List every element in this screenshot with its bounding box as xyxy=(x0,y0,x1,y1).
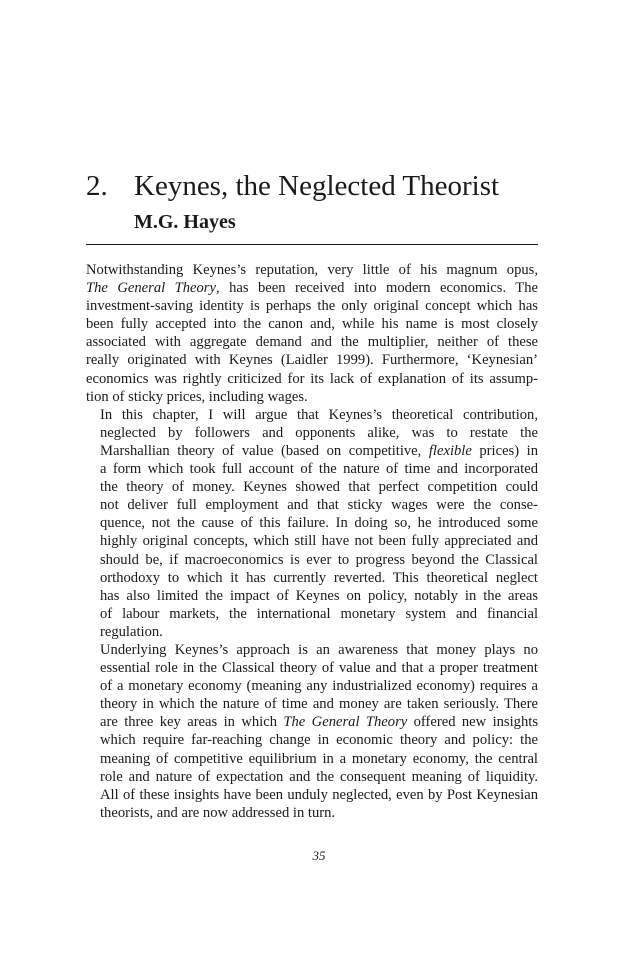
text-line: highly original concepts, which still have not been fully appreciated and xyxy=(100,533,538,550)
text-line: In this chapter, I will argue that Keynes’s theoretical contribution, xyxy=(100,406,538,423)
text-line: a form which took full account of the nature of time and incorporated xyxy=(100,461,538,478)
text-line: really originated with Keynes (Laidler 1999). Furthermore, ‘Keynesian’ xyxy=(86,352,538,369)
chapter-number: 2. xyxy=(86,170,108,202)
page-number: 35 xyxy=(312,848,326,863)
text-line: The General Theory, has been received into modern economics. The xyxy=(86,280,538,297)
text-line: regulation. xyxy=(100,623,163,640)
text-line: tion of sticky prices, including wages. xyxy=(86,388,308,405)
text-line: orthodoxy to which it has currently reverted. This theoretical neglect xyxy=(100,569,538,586)
text-line: investment-saving identity is perhaps the only original concept which has xyxy=(86,298,538,315)
text-line: theory in which the nature of time and money are taken seriously. There xyxy=(100,696,538,713)
italic-text: flexible xyxy=(428,442,472,459)
paragraph-1 xyxy=(86,261,538,406)
paragraph-2 xyxy=(86,406,538,641)
text-line: of labour markets, the international monetary system and financial xyxy=(100,605,538,622)
chapter-author: M.G. Hayes xyxy=(134,211,236,233)
text-line: theorists, and are now addressed in turn. xyxy=(100,804,336,821)
text-line: quence, not the cause of this failure. In doing so, he introduced some xyxy=(100,515,538,532)
text-line: economics was rightly criticized for its lack of explanation of its assump- xyxy=(86,370,538,387)
text-line: role and nature of expectation and the consequent meaning of liquidity. xyxy=(100,768,538,785)
body-text xyxy=(86,261,538,822)
text-line: of a monetary economy (meaning any industrialized economy) requires a xyxy=(100,678,538,695)
text-line: associated with aggregate demand and the multiplier, neither of these xyxy=(86,334,538,351)
chapter-title: Keynes, the Neglected Theorist xyxy=(134,170,500,202)
text-line: Marshallian theory of value (based on competitive, flexible prices) in xyxy=(100,442,538,459)
text-line: essential role in the Classical theory of value and that a proper treatment xyxy=(100,660,538,677)
text-line: not deliver full employment and that sticky wages were the conse- xyxy=(100,497,538,514)
text-line: meaning of competitive equilibrium in a monetary economy, the central xyxy=(100,750,538,767)
italic-text: The General Theory xyxy=(86,280,216,297)
text-line: All of these insights have been unduly neglected, even by Post Keynesian xyxy=(100,786,538,803)
heading-rule xyxy=(86,244,538,245)
text-line: neglected by followers and opponents alike, was to restate the xyxy=(100,424,538,441)
text-line: which require far-reaching change in economic theory and policy: the xyxy=(100,732,538,749)
chapter-heading xyxy=(86,168,546,204)
text-line: Underlying Keynes’s approach is an awareness that money plays no xyxy=(100,641,538,658)
italic-text: The General Theory xyxy=(283,714,408,731)
text-line: the theory of money. Keynes showed that perfect competition could xyxy=(100,479,538,496)
paragraph-3 xyxy=(86,641,538,822)
text-line: Notwithstanding Keynes’s reputation, very little of his magnum opus, xyxy=(86,262,538,278)
text-line: been fully accepted into the canon and, while his name is most closely xyxy=(86,316,538,333)
text-line: has also limited the impact of Keynes on policy, notably in the areas xyxy=(100,587,538,604)
text-line: are three key areas in which The General Theory offered new insights xyxy=(100,714,538,731)
text-line: should be, if macroeconomics is ever to progress beyond the Classical xyxy=(100,551,538,568)
